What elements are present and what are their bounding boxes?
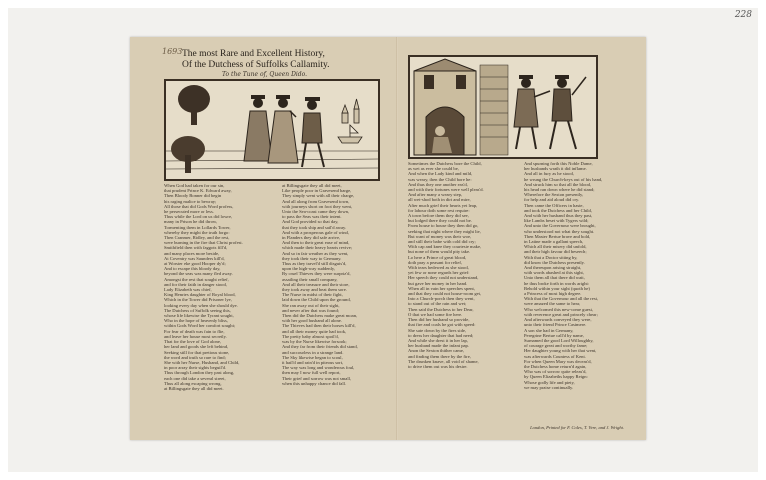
verse-line: For fear of death was fain to flie, (164, 328, 225, 334)
verse-line: Behold within your sight (quoth he) (524, 285, 590, 291)
page-number: 228 (734, 10, 752, 20)
verse-line: Their grief and sorrow was not small, (282, 375, 352, 381)
verse-line: Whose godly life and piety, (524, 379, 575, 385)
verse-line: all wet-shod both in dirt and mire, (408, 197, 471, 203)
verse-line: King Henries daughter of Royal blood, (164, 292, 236, 298)
verse-line: The Nurse in midst of their fight, (282, 292, 343, 298)
verse-line: with journeys short on foot they went, (282, 203, 353, 209)
verse-line: Then Bloody Bonner did begin (164, 193, 222, 199)
verse-line: doth pray a peasant for relief, (408, 259, 463, 265)
ballad-title (182, 49, 382, 78)
verse-line: After much grief their hearts yet leap, (408, 202, 478, 208)
title-line-2: Of the Dutchess of Suffolks Callamity. (182, 60, 330, 70)
verse-line: And then to their great ease of mind, (282, 240, 350, 246)
verse-line: her husband made the infant pap. (408, 343, 469, 349)
verse-line: were amazed the same to hear, (524, 301, 581, 307)
verse-line: All those that did Gods Word profess, (164, 203, 234, 209)
verse-line: When all in vain her speeches spent, (408, 285, 475, 291)
center-fold (396, 37, 398, 440)
verse-line: And thus they one another eas'd, (408, 181, 468, 187)
verse-line: was weary, then the Child bore he: (408, 176, 472, 182)
verse-line: Then did the Dutchess make great moan, (282, 313, 358, 319)
verse-line: The Thieves had then their horses kill'd, (282, 323, 356, 329)
printer-imprint: London, Printed for F. Coles, T. Vere, and J. Wright. (530, 425, 624, 430)
verse-line: And unto the Governour were brought, (524, 223, 596, 229)
verse-line: the word and truth so rare to find; (164, 354, 226, 360)
verse-line: Sometimes the Dutchess bore the Child, (408, 161, 482, 166)
verse-line: Like people poor in Gravesend barge, (282, 188, 352, 194)
verse-line: the Dutchess home return'd again, (524, 363, 587, 369)
verse-line: And after many a weary step, (408, 192, 463, 198)
verse-line: he persecuted more or less. (164, 209, 214, 215)
verse-line: to dress her daughter that had need; (408, 332, 474, 338)
verse-line: who understood not what they sought. (524, 228, 595, 234)
verse-line: was afterwards Countess of Kent. (524, 353, 586, 359)
verse-line: With that a Doctor sitting by, (524, 254, 578, 260)
verse-line: She with her Nurse, Husband, and Child, (164, 359, 240, 365)
text-column-right-b (524, 161, 636, 423)
verse-line: whose life likewise the Tyrant sought, (164, 313, 234, 319)
verse-line: The drunken knave, all void of shame, (408, 358, 479, 364)
verse-line: Smithfield then with faggots fill'd, (164, 245, 228, 251)
verse-line: Surnamed the good Lord Willoughby, (524, 337, 594, 343)
verse-line: to stand out of the rain and wet; (408, 301, 467, 307)
verse-line: Then did her husband so provide, (408, 317, 470, 323)
verse-line: that they took ship and sail'd away. (282, 224, 347, 230)
verse-line: Her speech they could not understand, (408, 275, 479, 281)
text-column-left-b (282, 183, 390, 419)
verse-line: Who welcomed this new-come guest, (524, 306, 594, 312)
verse-line: Which all their misery did unfold, (524, 244, 587, 250)
verse-line: unto their friend Prince Casimere. (524, 322, 587, 328)
verse-line: When God had taken for our sin, (164, 183, 225, 188)
verse-line: By cruel Thieves they were surpriz'd, (282, 271, 351, 277)
verse-line: and leave her house most secretly. (164, 333, 227, 339)
verse-line: which made their heavy hearts revive; (282, 245, 353, 251)
verse-line: to pass the Seas was their intent. (282, 214, 342, 220)
verse-line: laid down the Child upon the ground, (282, 297, 351, 303)
verse-line: and all their money quite had took, (282, 328, 347, 334)
verse-line: She ran away out of their sight, (282, 302, 340, 308)
verse-line: Thus while the Lord on us did lowre, (164, 214, 233, 220)
verse-line: each one did take a several street, (164, 375, 226, 381)
verse-line: he wrung the Church-keys out of his hand, (524, 176, 603, 182)
verse-line: and that they could not house-room get, (408, 291, 482, 297)
verse-line: his head ran down where he did stand; (524, 187, 595, 193)
verse-line: The way was long and wonderous foul, (282, 365, 355, 371)
verse-line: With tears bedewed as she stood, (408, 265, 469, 271)
verse-line: his raging malice to bewray; (164, 198, 217, 204)
verse-line: For when Queen Mary was deceas'd, (524, 358, 592, 364)
verse-line: when this unhappy chance did fall. (282, 380, 347, 386)
verse-line: as wet as ever she could be, (408, 166, 459, 172)
verse-line: and with their fortunes were well pleas'd. (408, 187, 484, 193)
verse-line: and finding them there by the fire, (408, 353, 471, 359)
verse-line: in Flanders they did safe arrive, (282, 235, 341, 241)
verse-line: Who was of sorrow quite releas'd, (524, 369, 587, 375)
verse-line: She sate down by the fires side, (408, 327, 467, 333)
verse-line: Peregrine Bertue call'd by name, (524, 332, 584, 338)
verse-line: Unto them all that there did wait, (524, 275, 585, 281)
verse-line: Lady Elizabeth was chief, (164, 287, 212, 293)
verse-line: Then said the Dutchess to her Dear, (408, 306, 474, 312)
verse-line: beyond the seas was many fled away. (164, 271, 233, 277)
verse-line: And struck him so that all the blood, (524, 181, 592, 187)
verse-line: And all their treasure and their store, (282, 281, 350, 287)
verse-line: whereby they might the truth forgo: (164, 229, 230, 235)
verse-line: And they far from their friends did stand, (282, 344, 358, 350)
verse-line: then may I now full well report, (282, 370, 341, 376)
verse-line: that prudent Prince K. Edward away, (164, 188, 232, 194)
verse-line: of courage great and worthy fame; (524, 343, 588, 349)
verse-line: They simply went with all their charge, (282, 193, 355, 199)
verse-line: At Coventry was Saunders kill'd, (164, 255, 225, 261)
verse-line: The Sky likewise began to scoul, (282, 354, 343, 360)
verse-line: was by the Nurse likewise forsook; (282, 339, 347, 345)
verse-line: From house to house they then did go, (408, 223, 479, 229)
verse-line: that fire and coals he got with speed: (408, 322, 476, 328)
verse-line: and succourless in a strange land. (282, 349, 344, 355)
verse-line: they took their way to Germany. (282, 255, 342, 261)
verse-line: With cap and knee they courtesie make, (408, 244, 482, 250)
verse-line: upon the high-way suddenly, (282, 266, 336, 272)
verse-line: And while she drest it in her lap, (408, 337, 468, 343)
verse-line: Unto the Sea-coast came they down, (282, 209, 350, 215)
verse-line: to drive them out was his desire. (408, 363, 468, 369)
verse-line: And afterwards conveyed they were, (524, 317, 592, 323)
verse-line: and many places more beside, (164, 250, 220, 256)
verse-line: it hail'd and rain'd in piteous sort, (282, 359, 344, 365)
verse-line: her husbands wrath it did inflame. (524, 166, 587, 172)
verse-line: With that the Governour and all the rest, (524, 296, 599, 302)
verse-line: in poor array their sights beguil'd. (164, 365, 227, 371)
verse-line: Seeking still for that pretious stone, (164, 349, 230, 355)
margin-note: 1693 (162, 47, 183, 56)
verse-line: The pretty baby almost spoil'd, (282, 333, 339, 339)
verse-line: looking every day when she should dye. (164, 302, 238, 308)
verse-line: Thus all along escaping wrong, (164, 380, 222, 386)
verse-line: and for their faith in danger stood, (164, 281, 227, 287)
verse-line: at Worster eke good Hooper dy'd; (164, 261, 226, 267)
verse-line: her land and goods she left behind, (164, 344, 229, 350)
verse-line: A town before them they did see, (408, 213, 469, 219)
verse-line: he thus broke forth in words aright: (524, 280, 590, 286)
verse-line: and took the Dutchess and her Child, (524, 207, 593, 213)
verse-line: And spurning forth this Noble Dame, (524, 161, 593, 166)
verse-line: they took away and beat them sore. (282, 287, 347, 293)
verse-line: and never after that was found; (282, 307, 340, 313)
verse-line: Amongst the rest that sought relief, (164, 276, 229, 282)
title-line-1: The most Rare and Excellent History, (182, 49, 325, 59)
verse-line: And with a prosperous gale of wind, (282, 229, 349, 235)
verse-line: Which in the Tower did Prisoner lye, (164, 297, 232, 303)
verse-line: and still their babe with cold did cry; (408, 239, 476, 245)
tune-line: To the Tune of, Queen Dido. (222, 71, 308, 78)
verse-line: like Lambs beset with Tygers wild; (524, 218, 589, 224)
verse-line: with words abashed at this sight, (524, 270, 584, 276)
verse-line: And all along from Gravesend town, (282, 198, 350, 204)
verse-line: assailing their small company, (282, 276, 338, 282)
verse-line: A son she had in Germany, (524, 327, 574, 333)
verse-line: And thereupon arising straight, (524, 265, 582, 271)
verse-line: at Billingsgate they all did meet. (164, 385, 224, 391)
verse-line: Lo here a Prince of great blood, (408, 254, 467, 260)
verse-line: That for the love of God alone, (164, 339, 222, 345)
verse-line: Tormenting them in Lollards Tower, (164, 224, 231, 230)
verse-line: many in Prison he did throw, (164, 219, 218, 225)
verse-line: yet few or none regards her grief: (408, 270, 470, 276)
verse-line: with her good husband all alone. (282, 318, 342, 324)
text-column-right-a (408, 161, 520, 423)
verse-line: And God provided so that day, (282, 219, 339, 225)
verse-line: within Gods Word her comfort sought; (164, 323, 236, 329)
verse-line: And to escape this bloody day, (164, 266, 221, 272)
woodcut-right (408, 55, 598, 159)
woodcut-left (164, 79, 380, 181)
verse-line: were burning in the fire that Christ profest. (164, 240, 243, 246)
verse-line: a Princess of most high degree. (524, 291, 582, 297)
verse-line: and their high favour did beseech; (524, 249, 587, 255)
verse-line: Anon the Sexton thither came, (408, 348, 465, 354)
verse-line: for help and aid aloud did cry. (524, 197, 580, 203)
verse-line: Then Cranmer, Ridley, and the rest, (164, 235, 230, 241)
verse-line: And so in fair weather as they went, (282, 250, 349, 256)
verse-line: we may praise continually. (524, 384, 574, 390)
verse-line: but gave her money in her hand. (408, 280, 468, 286)
broadside-sheet (130, 37, 646, 440)
verse-line: Thus through London they past along, (164, 370, 235, 376)
verse-line: with reverence great and princely chear; (524, 311, 598, 317)
verse-line: Who in the hope of heavenly bliss, (164, 318, 228, 324)
verse-line: at Billingsgate they all did meet, (282, 183, 342, 188)
verse-line: And all in fury as he stood, (524, 171, 574, 177)
verse-line: seeking that night where they might lie, (408, 228, 481, 234)
verse-line: did know the Dutchess presently. (524, 259, 585, 265)
verse-line: O that we had some fire here. (408, 311, 463, 317)
verse-line: And when the Lady kind and mild, (408, 171, 473, 177)
verse-line: by Queen Elizabeths happy Reign: (524, 374, 588, 380)
verse-line: Then came the Officers in haste, (524, 202, 584, 208)
verse-line: but lodged there they could not be. (408, 218, 472, 224)
verse-line: But want of money was their woe, (408, 233, 472, 239)
text-column-left-a (164, 183, 278, 419)
verse-line: but none of them would pity take. (408, 249, 471, 255)
verse-line: Then Master Bertue brave and bold, (524, 233, 591, 239)
verse-line: in Latine made a gallant speech, (524, 239, 584, 245)
verse-line: Wherefore the Sexton presently, (524, 192, 584, 198)
verse-line: Thus as they travel'd still disguis'd, (282, 261, 347, 267)
verse-line: Into a Church-porch then they went, (408, 296, 475, 302)
verse-line: Her daughter young with her that went, (524, 348, 597, 354)
verse-line: for labour doth some rest require: (408, 207, 470, 213)
verse-line: And with her husband thus they past, (524, 213, 593, 219)
verse-line: The Dutchess of Suffolk seeing this, (164, 307, 231, 313)
